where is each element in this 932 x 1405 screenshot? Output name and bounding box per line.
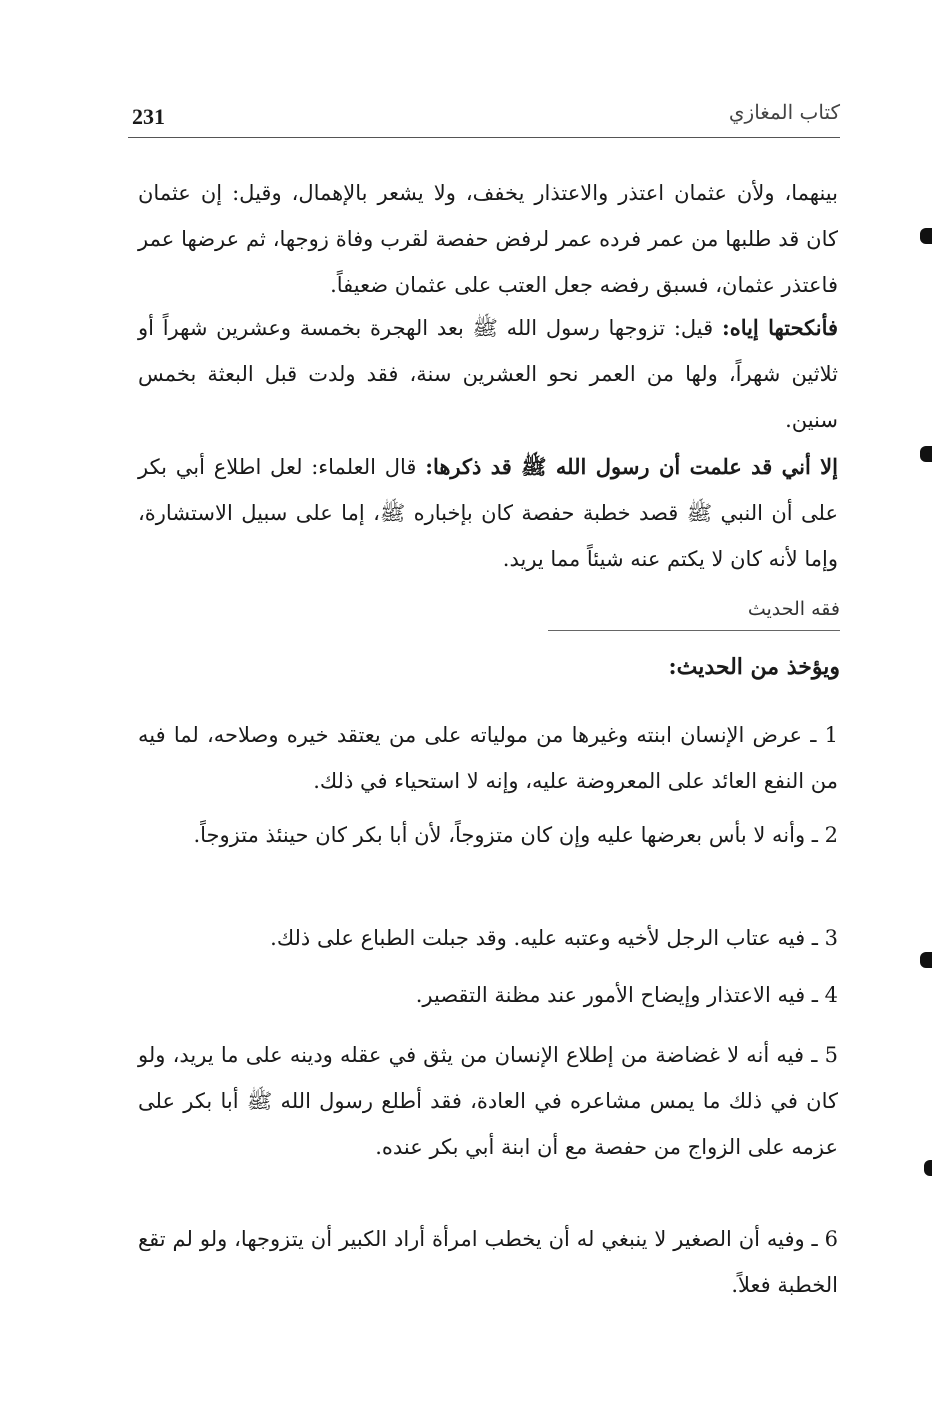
- paragraph-3: [138, 444, 838, 582]
- paragraph-2-lead: فأنكحتها إياه:: [721, 315, 839, 340]
- paragraph-1: بينهما، ولأن عثمان اعتذر والاعتذار يخفف، ولا يشعر بالإهمال، وقيل: إن عثمان كان قد طلبها من عمر فرده عمر لرفض حفصة لقرب وفاة زوجها، ثم عرضها عمر فاعتذر عثمان، فسبق رفضه جعل العتب على عثمان ضعيفاً.: [138, 181, 838, 297]
- section-rule: [548, 630, 840, 631]
- list-item-6: 6 ـ وفيه أن الصغير لا ينبغي له أن يخطب امرأة أراد الكبير أن يتزوجها، ولو لم تقع الخطبة فعلاً.: [138, 1227, 838, 1297]
- list-item-5: 5 ـ فيه أنه لا غضاضة من إطلاع الإنسان من يثق في عقله ودينه على ما يريد، ولو كان في ذلك ما يمس مشاعره في العادة، فقد أطلع رسول الله ﷺ أبا بكر على عزمه على الزواج من حفصة مع أن ابنة أبي بكر عنده.: [138, 1043, 838, 1159]
- margin-mark: [924, 1160, 932, 1176]
- page-number: 231: [132, 104, 165, 129]
- running-title: كتاب المغازي: [728, 100, 840, 124]
- subheading: ويؤخذ من الحديث:: [668, 654, 840, 680]
- page-header: [128, 92, 840, 132]
- list-item-2: 2 ـ وأنه لا بأس بعرضها عليه وإن كان متزوجاً، لأن أبا بكر كان حينئذ متزوجاً.: [193, 823, 838, 847]
- section-title: فقه الحديث: [747, 598, 840, 620]
- margin-mark: [920, 446, 932, 462]
- paragraph-3-lead: إلا أني قد علمت أن رسول الله ﷺ قد ذكرها:: [425, 454, 838, 479]
- paragraph-2: [138, 305, 838, 443]
- list-item-1: 1 ـ عرض الإنسان ابنته وغيرها من مولياته على من يعتقد خيره وصلاحه، لما فيه من النفع العائد على المعروضة عليه، وإنه لا استحياء في ذلك.: [138, 723, 838, 793]
- header-rule: [128, 137, 840, 138]
- paragraph-2-text: قيل: تزوجها رسول الله ﷺ بعد الهجرة بخمسة وعشرين شهراً أو ثلاثين شهراً، ولها من العمر نحو العشرين سنة، فقد ولدت قبل البعثة بخمس سنين.: [138, 316, 838, 432]
- paragraph-3-text: قال العلماء: لعل اطلاع أبي بكر على أن النبي ﷺ قصد خطبة حفصة كان بإخباره ﷺ، إما على سبيل الاستشارة، وإما لأنه كان لا يكتم عنه شيئاً مما يريد.: [138, 455, 838, 571]
- list-item-3: 3 ـ فيه عتاب الرجل لأخيه وعتبه عليه. وقد جبلت الطباع على ذلك.: [270, 926, 838, 950]
- list-item-4: 4 ـ فيه الاعتذار وإيضاح الأمور عند مظنة التقصير.: [415, 983, 838, 1007]
- margin-mark: [920, 952, 932, 968]
- margin-mark: [920, 228, 932, 244]
